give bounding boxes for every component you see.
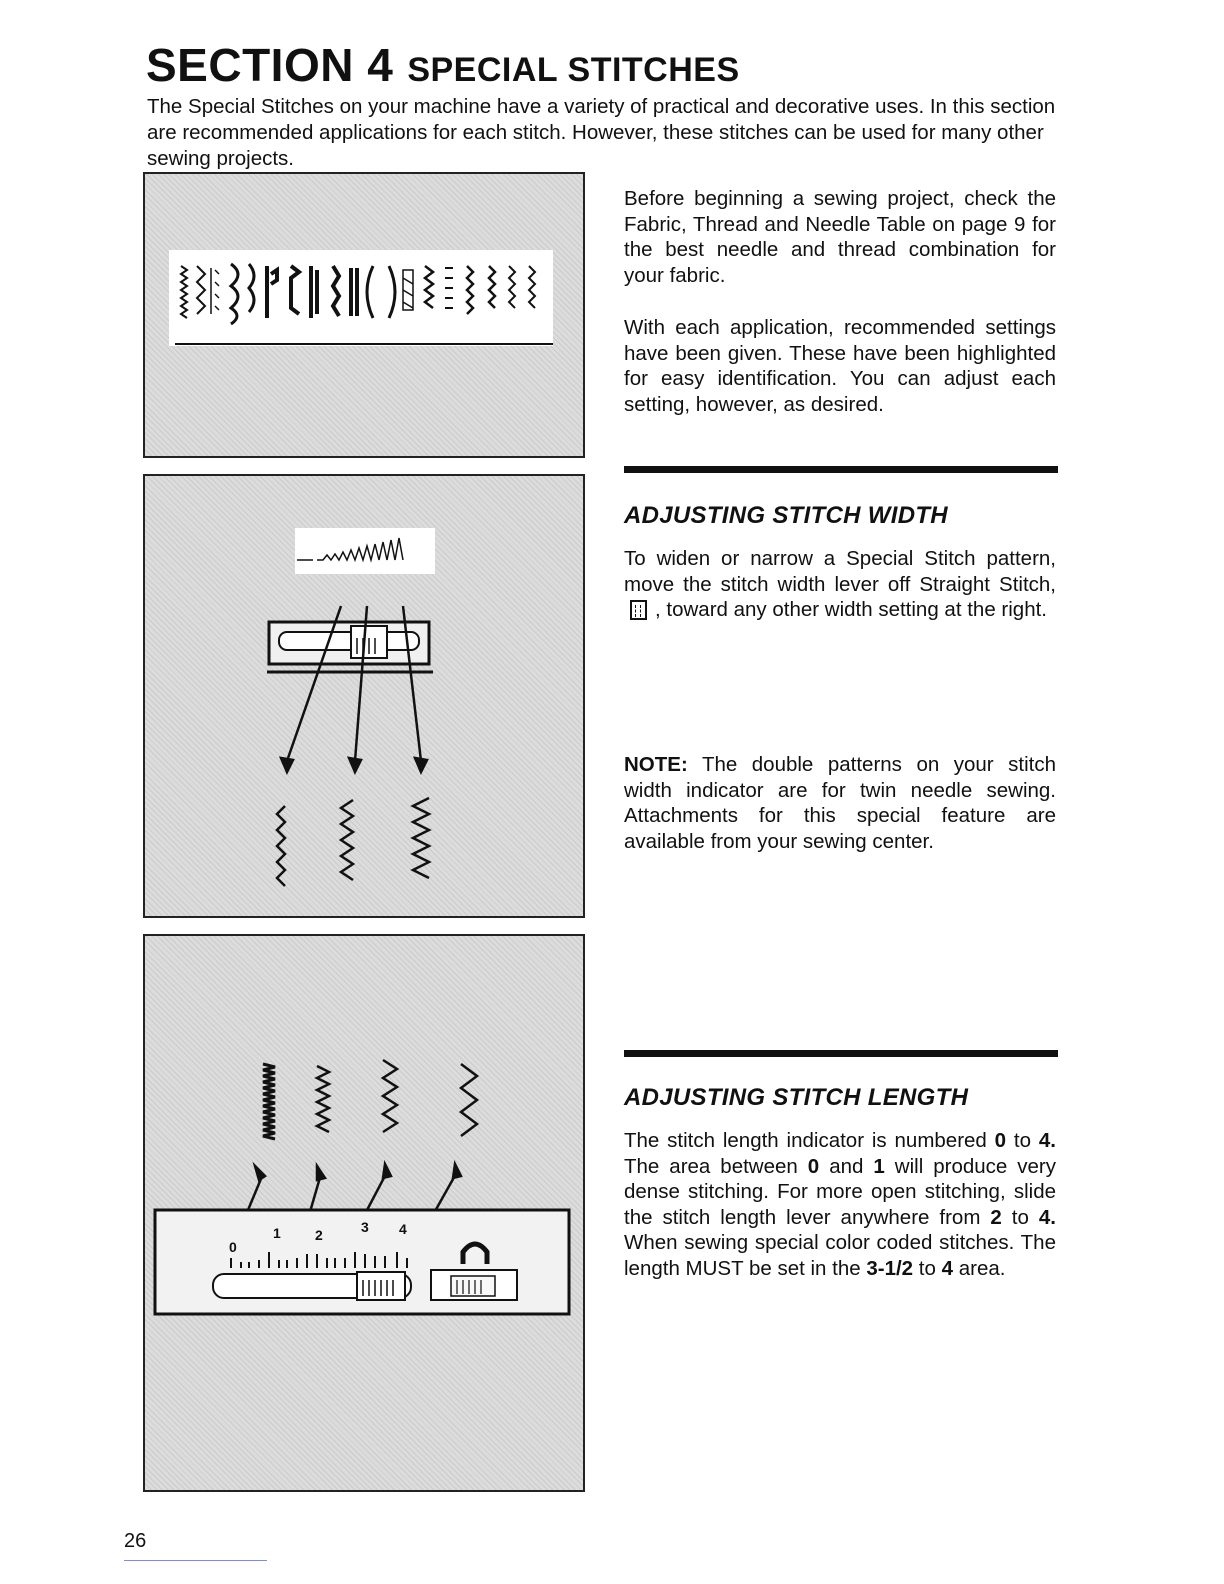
length-bold: 0 [994, 1129, 1007, 1152]
length-dial-number: 1 [273, 1225, 281, 1241]
stitch-width-text-end: , toward any other width setting at the right. [655, 598, 1047, 621]
length-bold: 2 [990, 1205, 1002, 1229]
heading-stitch-width: ADJUSTING STITCH WIDTH [624, 502, 948, 529]
length-text: area. [958, 1256, 1006, 1280]
length-text: The area between [624, 1154, 798, 1178]
note-label: NOTE: [624, 753, 688, 776]
figure-stitch-length-lever [143, 934, 585, 1492]
stitch-width-illustration [145, 476, 583, 916]
length-dial-number: 3 [361, 1219, 369, 1235]
figure-stitch-pattern-panel [143, 172, 585, 458]
paragraph-recommended-settings: With each application, recommended settings have been given. These have been highlighted for easy identification. You can adjust each setting, however, as desired. [624, 316, 1056, 416]
length-dial-number: 2 [315, 1227, 323, 1243]
stitch-length-illustration [145, 936, 583, 1490]
length-text: to [1013, 1129, 1032, 1152]
length-bold: 4. [1038, 1205, 1056, 1229]
length-text: to [918, 1256, 936, 1280]
paragraph-check-table: Before beginning a sewing project, check the Fabric, Thread and Needle Table on page 9 for the best needle and thread combination for your fabric. [624, 187, 1056, 287]
footer-line [124, 1560, 267, 1561]
length-bold: 0 [807, 1154, 820, 1178]
section-title [146, 38, 740, 92]
figure-stitch-width-lever [143, 474, 585, 918]
length-bold: 4 [941, 1256, 954, 1280]
length-text: The stitch length indicator is numbered [624, 1129, 987, 1152]
section-divider [624, 466, 1058, 473]
heading-stitch-length: ADJUSTING STITCH LENGTH [624, 1084, 969, 1111]
section-label: SECTION 4 [146, 39, 394, 91]
paragraph-note [624, 752, 1056, 854]
stitch-pattern-illustration [145, 174, 583, 456]
length-text: will produce very dense stitching. For more open stitching, slide the stitch length lever anywhere from [624, 1154, 1057, 1229]
page-number: 26 [124, 1530, 147, 1552]
length-bold: 3-1/2 [866, 1256, 914, 1280]
section-subtitle: SPECIAL STITCHES [407, 51, 740, 89]
length-text: When sewing special color coded stitches. The length MUST be set in the [624, 1231, 1056, 1280]
stitch-width-text-start: To widen or narrow a Special Stitch pattern, move the stitch width lever off Straight Stitch, [624, 547, 1056, 596]
intro-paragraph: The Special Stitches on your machine have a variety of practical and decorative uses. In this section are recommended applications for each stitch. However, these stitches can be used for many other sewing projects. [147, 95, 1056, 170]
paragraph-stitch-length [624, 1128, 1056, 1281]
length-bold: 4. [1038, 1129, 1056, 1152]
length-dial-number: 4 [399, 1221, 407, 1237]
note-text: The double patterns on your stitch width indicator are for twin needle sewing. Attachments for this special feature are available from your sewing center. [624, 753, 1057, 853]
length-text: and [829, 1154, 864, 1178]
length-text: to [1011, 1205, 1029, 1229]
paragraph-stitch-width [624, 546, 1056, 623]
section-divider [624, 1050, 1058, 1057]
length-dial-number: 0 [229, 1239, 237, 1255]
straight-stitch-symbol-icon [630, 600, 647, 620]
length-bold: 1 [873, 1154, 885, 1178]
